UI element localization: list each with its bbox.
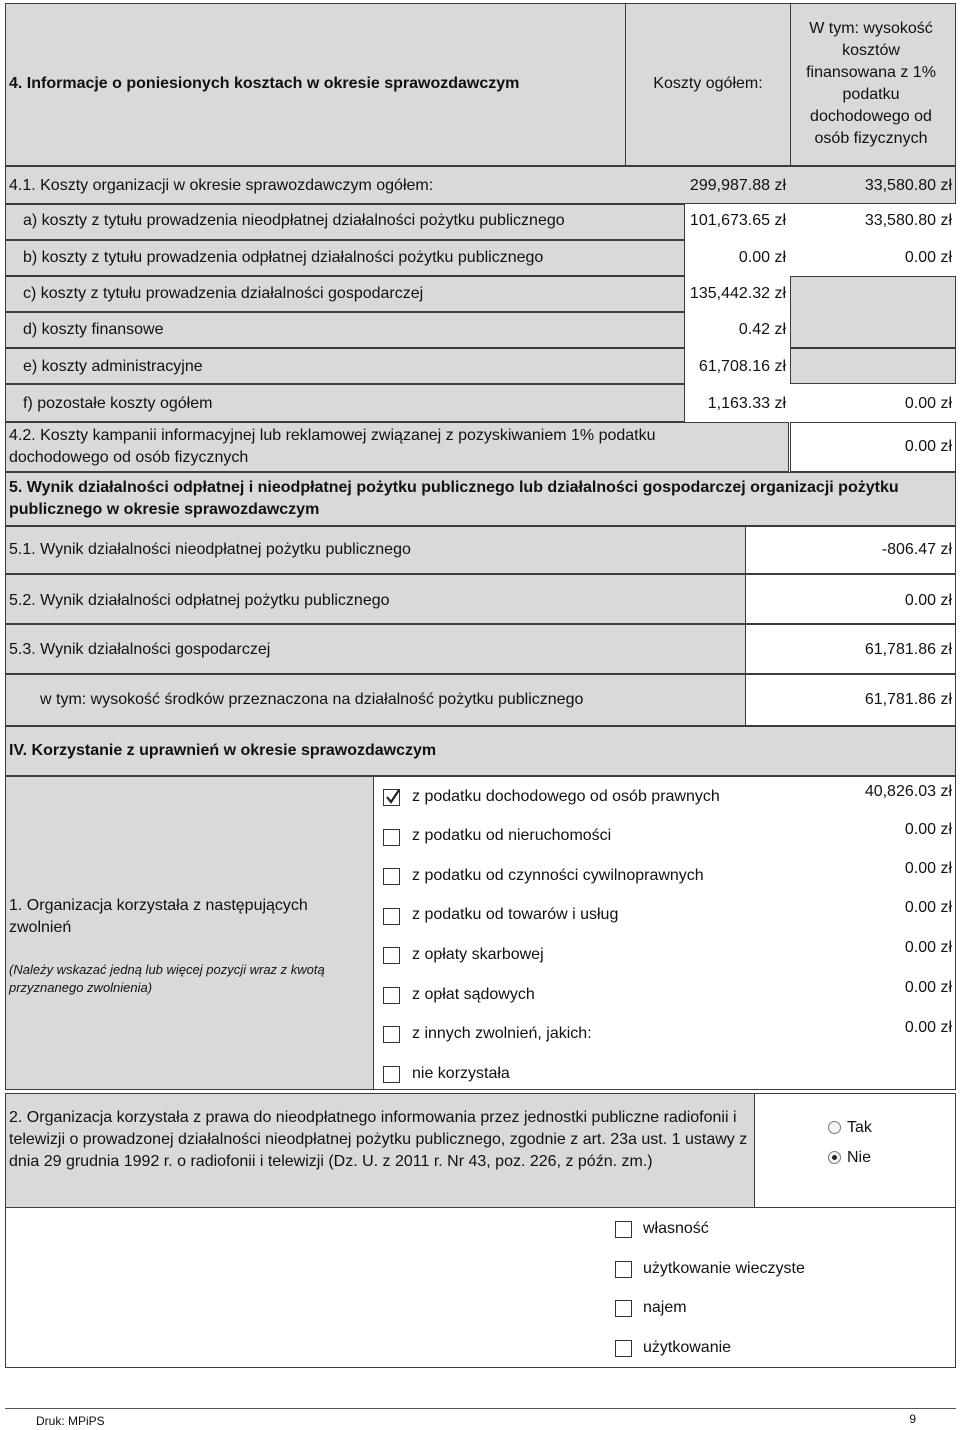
cost-total-value: 135,442.32 zł [689,285,786,302]
property-label: najem [643,1299,687,1316]
sectionIV-title: IV. Korzystanie z uprawnień w okresie sprawozdawczym [9,742,437,759]
footer-print-label: Druk: MPiPS [36,1414,105,1428]
exemption-value: 0.00 zł [904,979,952,996]
campaign-value: 0.00 zł [904,438,952,455]
cost-row-label: 4.1. Koszty organizacji w okresie sprawozdawczym ogółem: [9,177,434,194]
exemption-checkbox[interactable] [383,789,400,806]
section4-title: 4. Informacje o poniesionych kosztach w okresie sprawozdawczym [9,75,520,92]
exemption-value: 0.00 zł [904,1019,952,1036]
cost-total-value: 0.42 zł [738,321,786,338]
result-value: 61,781.86 zł [864,691,952,708]
radio-tak[interactable] [828,1121,841,1134]
footer-rule [5,1408,956,1409]
cost-1pct-value: 33,580.80 zł [864,212,952,229]
radio-nie[interactable] [828,1151,841,1164]
property-checkbox[interactable] [615,1221,632,1238]
cost-total-value: 0.00 zł [738,249,786,266]
property-label: użytkowanie wieczyste [643,1260,805,1277]
property-checkbox[interactable] [615,1340,632,1357]
campaign-label: 4.2. Koszty kampanii informacyjnej lub reklamowej związanej z pozyskiwaniem 1% podatku dochodowego od osób fizycznych [9,427,656,466]
result-label: w tym: wysokość środków przeznaczona na działalność pożytku publicznego [40,691,584,708]
cost-1pct-value: 0.00 zł [904,249,952,266]
exemption-label: z podatku od towarów i usług [412,906,619,923]
col-1pct-label: W tym: wysokość kosztów finansowana z 1% podatku dochodowego od osób fizycznych [806,20,936,147]
exemption-label: z opłat sądowych [412,986,535,1003]
property-checkbox[interactable] [615,1300,632,1317]
exemption-value: 0.00 zł [904,939,952,956]
exemptions-question: 1. Organizacja korzystała z następujących zwolnień [9,897,308,936]
col-total-label: Koszty ogółem: [653,75,763,92]
cost-total-value: 101,673.65 zł [689,212,786,229]
result-value: -806.47 zł [881,541,952,558]
property-options-cell [5,1208,956,1368]
exemption-value: 0.00 zł [904,860,952,877]
exemption-label: z podatku od czynności cywilnoprawnych [412,867,704,884]
exemption-checkbox[interactable] [383,829,400,846]
exemption-checkbox[interactable] [383,868,400,885]
cost-1pct-value: 0.00 zł [904,395,952,412]
exemption-checkbox[interactable] [383,947,400,964]
cost-row-label: c) koszty z tytułu prowadzenia działalności gospodarczej [23,285,424,302]
property-label: własność [643,1220,709,1237]
cost-row-label: a) koszty z tytułu prowadzenia nieodpłatnej działalności pożytku publicznego [23,212,565,229]
exemption-value: 0.00 zł [904,899,952,916]
check-icon [385,787,401,805]
cost-1pct-blank [790,348,956,384]
exemptions-note: (Należy wskazać jedną lub więcej pozycji wraz z kwotą przyznanego zwolnienia) [9,962,325,995]
radio-tak-label: Tak [847,1119,872,1136]
exemption-value: 0.00 zł [904,821,952,838]
exemption-checkbox[interactable] [383,1066,400,1083]
cost-row-label: d) koszty finansowe [23,321,164,338]
radio-tv-question: 2. Organizacja korzystała z prawa do nieodpłatnego informowania przez jednostki publiczne radiofonii i telewizji o prowadzonej działalności nieodpłatnej pożytku publicznego, zgodnie z art. 23a ust. 1 ustawy z dnia 29 grudnia 1992 r. o radiofonii i telewizji (Dz. U. z 2011 r. Nr 43, poz. 226, z późn. zm.) [9,1109,748,1170]
cost-total-value: 61,708.16 zł [698,358,786,375]
exemption-checkbox[interactable] [383,908,400,925]
exemption-value: 40,826.03 zł [864,783,952,800]
page-number: 9 [909,1412,916,1426]
cost-row-label: f) pozostałe koszty ogółem [23,395,213,412]
section5-title: 5. Wynik działalności odpłatnej i nieodpłatnej pożytku publicznego lub działalności gospodarczej organizacji pożytku publicznego w okresie sprawozdawczym [9,479,899,518]
exemption-checkbox[interactable] [383,1026,400,1043]
result-value: 61,781.86 zł [864,641,952,658]
cost-row-label: e) koszty administracyjne [23,358,203,375]
result-label: 5.1. Wynik działalności nieodpłatnej pożytku publicznego [9,541,411,558]
cost-1pct-value: 33,580.80 zł [864,177,952,194]
exemption-label: nie korzystała [412,1065,510,1082]
cost-row-label: b) koszty z tytułu prowadzenia odpłatnej działalności pożytku publicznego [23,249,544,266]
cost-total-value: 1,163.33 zł [707,395,786,412]
property-label: użytkowanie [643,1339,732,1356]
exemption-label: z podatku od nieruchomości [412,827,612,844]
exemption-label: z podatku dochodowego od osób prawnych [412,788,720,805]
result-label: 5.2. Wynik działalności odpłatnej pożytku publicznego [9,592,390,609]
exemption-checkbox[interactable] [383,987,400,1004]
cost-1pct-blank [790,276,956,348]
radio-nie-label: Nie [847,1149,872,1166]
exemption-label: z opłaty skarbowej [412,946,544,963]
result-value: 0.00 zł [904,592,952,609]
cost-total-value: 299,987.88 zł [689,177,786,194]
property-checkbox[interactable] [615,1261,632,1278]
result-label: 5.3. Wynik działalności gospodarczej [9,641,271,658]
exemption-label: z innych zwolnień, jakich: [412,1025,592,1042]
